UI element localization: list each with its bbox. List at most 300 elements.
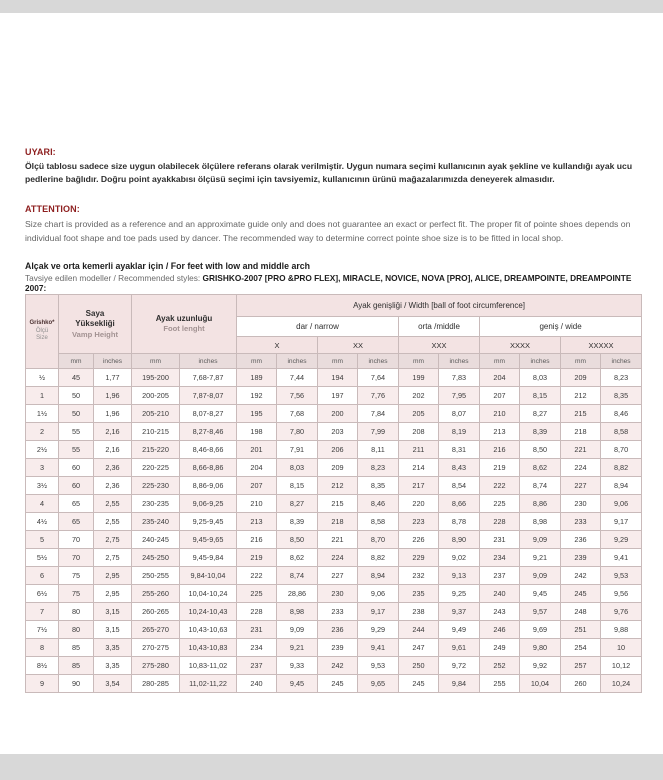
value-cell: 213 — [237, 513, 277, 531]
value-cell: 236 — [318, 621, 358, 639]
value-cell: 9,61 — [439, 639, 480, 657]
value-cell: 212 — [561, 387, 601, 405]
table-row — [26, 585, 642, 603]
value-cell: 231 — [237, 621, 277, 639]
value-cell: 229 — [399, 549, 439, 567]
value-cell: 8,27 — [277, 495, 318, 513]
value-cell: 10,04 — [520, 675, 561, 693]
value-cell: 9,57 — [520, 603, 561, 621]
value-cell: 8,39 — [520, 423, 561, 441]
value-cell: 244 — [399, 621, 439, 639]
value-cell: 8,50 — [520, 441, 561, 459]
value-cell: 8,94 — [601, 477, 642, 495]
value-cell: 45 — [59, 369, 94, 387]
value-cell: 8,03 — [277, 459, 318, 477]
value-cell: 227 — [318, 567, 358, 585]
size-cell: 6 — [26, 567, 59, 585]
value-cell: 245 — [399, 675, 439, 693]
value-cell: 9,09 — [277, 621, 318, 639]
value-cell: 220 — [399, 495, 439, 513]
value-cell: 7,84 — [358, 405, 399, 423]
value-cell: 85 — [59, 639, 94, 657]
value-cell: 221 — [561, 441, 601, 459]
value-cell: 232 — [399, 567, 439, 585]
value-cell: 240 — [237, 675, 277, 693]
value-cell: 8,62 — [520, 459, 561, 477]
value-cell: 70 — [59, 549, 94, 567]
value-cell: 201 — [237, 441, 277, 459]
value-cell: 8,98 — [520, 513, 561, 531]
value-cell: 8,70 — [601, 441, 642, 459]
value-cell: 203 — [318, 423, 358, 441]
value-cell: 9,29 — [601, 531, 642, 549]
value-cell: 1,77 — [94, 369, 132, 387]
size-header-en: Size — [36, 335, 48, 342]
value-cell: 65 — [59, 495, 94, 513]
value-cell: 9,80 — [520, 639, 561, 657]
value-cell: 8,94 — [358, 567, 399, 585]
value-cell: 240 — [480, 585, 520, 603]
value-cell: 189 — [237, 369, 277, 387]
value-cell: 9,06-9,25 — [180, 495, 237, 513]
value-cell: 8,82 — [601, 459, 642, 477]
value-cell: 9,76 — [601, 603, 642, 621]
unit-inches-cell: inches — [180, 354, 237, 369]
value-cell: 9,25 — [439, 585, 480, 603]
size-cell: 7½ — [26, 621, 59, 639]
value-cell: 210-215 — [132, 423, 180, 441]
value-cell: 9,65 — [358, 675, 399, 693]
table-row — [26, 477, 642, 495]
value-cell: 8,31 — [439, 441, 480, 459]
size-table-head — [26, 295, 642, 369]
value-cell: 9,84 — [439, 675, 480, 693]
size-cell: 8½ — [26, 657, 59, 675]
unit-inches-cell: inches — [601, 354, 642, 369]
value-cell: 7,76 — [358, 387, 399, 405]
value-cell: 9,53 — [601, 567, 642, 585]
value-cell: 2,16 — [94, 423, 132, 441]
value-cell: 65 — [59, 513, 94, 531]
value-cell: 3,15 — [94, 621, 132, 639]
table-row — [26, 621, 642, 639]
value-cell: 9,92 — [520, 657, 561, 675]
value-cell: 209 — [318, 459, 358, 477]
size-cell: 1 — [26, 387, 59, 405]
value-cell: 8,58 — [358, 513, 399, 531]
attention-section — [25, 204, 641, 246]
value-cell: 204 — [480, 369, 520, 387]
table-row — [26, 441, 642, 459]
value-cell: 10,04-10,24 — [180, 585, 237, 603]
table-row — [26, 549, 642, 567]
value-cell: 202 — [399, 387, 439, 405]
value-cell: 55 — [59, 423, 94, 441]
size-cell: ½ — [26, 369, 59, 387]
value-cell: 60 — [59, 477, 94, 495]
value-cell: 1,96 — [94, 387, 132, 405]
value-cell: 7,87-8,07 — [180, 387, 237, 405]
value-cell: 2,36 — [94, 477, 132, 495]
value-cell: 60 — [59, 459, 94, 477]
value-cell: 207 — [480, 387, 520, 405]
value-cell: 260 — [561, 675, 601, 693]
value-cell: 2,36 — [94, 459, 132, 477]
value-cell: 251 — [561, 621, 601, 639]
arch-section — [25, 261, 641, 293]
value-cell: 209 — [561, 369, 601, 387]
width-col-xxxx: XXXX — [480, 337, 561, 354]
value-cell: 208 — [399, 423, 439, 441]
value-cell: 231 — [480, 531, 520, 549]
top-gray-strip — [0, 0, 663, 13]
value-cell: 240-245 — [132, 531, 180, 549]
value-cell: 219 — [237, 549, 277, 567]
value-cell: 50 — [59, 405, 94, 423]
value-cell: 9,45-9,65 — [180, 531, 237, 549]
size-cell: 4 — [26, 495, 59, 513]
table-row — [26, 513, 642, 531]
value-cell: 9,45 — [277, 675, 318, 693]
width-col-xx: XX — [318, 337, 399, 354]
value-cell: 245 — [318, 675, 358, 693]
value-cell: 215 — [318, 495, 358, 513]
value-cell: 8,82 — [358, 549, 399, 567]
value-cell: 9,56 — [601, 585, 642, 603]
value-cell: 9,45 — [520, 585, 561, 603]
value-cell: 8,66-8,86 — [180, 459, 237, 477]
value-cell: 275-280 — [132, 657, 180, 675]
value-cell: 2,95 — [94, 567, 132, 585]
table-row — [26, 387, 642, 405]
value-cell: 218 — [318, 513, 358, 531]
value-cell: 8,74 — [520, 477, 561, 495]
value-cell: 8,46 — [358, 495, 399, 513]
value-cell: 225-230 — [132, 477, 180, 495]
value-cell: 7,80 — [277, 423, 318, 441]
value-cell: 8,46-8,66 — [180, 441, 237, 459]
table-row — [26, 675, 642, 693]
size-chart-container — [25, 294, 641, 693]
value-cell: 212 — [318, 477, 358, 495]
value-cell: 9,13 — [439, 567, 480, 585]
size-cell: 2 — [26, 423, 59, 441]
value-cell: 211 — [399, 441, 439, 459]
table-row — [26, 639, 642, 657]
unit-inches-cell: inches — [277, 354, 318, 369]
value-cell: 228 — [480, 513, 520, 531]
value-cell: 10 — [601, 639, 642, 657]
vamp-header-en: Vamp Height — [72, 329, 118, 339]
value-cell: 8,86 — [520, 495, 561, 513]
value-cell: 254 — [561, 639, 601, 657]
value-cell: 194 — [318, 369, 358, 387]
value-cell: 9,21 — [277, 639, 318, 657]
value-cell: 9,06 — [601, 495, 642, 513]
value-cell: 205 — [399, 405, 439, 423]
value-cell: 9,21 — [520, 549, 561, 567]
value-cell: 10,83-11,02 — [180, 657, 237, 675]
value-cell: 250 — [399, 657, 439, 675]
value-cell: 8,66 — [439, 495, 480, 513]
value-cell: 227 — [561, 477, 601, 495]
value-cell: 11,02-11,22 — [180, 675, 237, 693]
unit-mm-cell: mm — [480, 354, 520, 369]
value-cell: 214 — [399, 459, 439, 477]
value-cell: 9,41 — [601, 549, 642, 567]
value-cell: 233 — [318, 603, 358, 621]
value-cell: 9,33 — [277, 657, 318, 675]
value-cell: 217 — [399, 477, 439, 495]
value-cell: 243 — [480, 603, 520, 621]
value-cell: 195-200 — [132, 369, 180, 387]
attention-heading: ATTENTION: — [25, 204, 80, 214]
recommended-styles-line — [25, 273, 641, 293]
value-cell: 230-235 — [132, 495, 180, 513]
value-cell: 3,35 — [94, 657, 132, 675]
size-cell: 7 — [26, 603, 59, 621]
value-cell: 238 — [399, 603, 439, 621]
value-cell: 10,43-10,63 — [180, 621, 237, 639]
value-cell: 9,37 — [439, 603, 480, 621]
value-cell: 233 — [561, 513, 601, 531]
value-cell: 250-255 — [132, 567, 180, 585]
value-cell: 9,09 — [520, 531, 561, 549]
value-cell: 8,70 — [358, 531, 399, 549]
table-row — [26, 531, 642, 549]
value-cell: 8,90 — [439, 531, 480, 549]
value-cell: 8,03 — [520, 369, 561, 387]
value-cell: 237 — [480, 567, 520, 585]
value-cell: 197 — [318, 387, 358, 405]
value-cell: 200-205 — [132, 387, 180, 405]
value-cell: 239 — [561, 549, 601, 567]
unit-mm-cell: mm — [561, 354, 601, 369]
size-cell: 8 — [26, 639, 59, 657]
table-row — [26, 459, 642, 477]
value-cell: 8,39 — [277, 513, 318, 531]
size-cell: 3½ — [26, 477, 59, 495]
foot-length-header — [132, 295, 237, 354]
unit-inches-cell: inches — [94, 354, 132, 369]
value-cell: 265-270 — [132, 621, 180, 639]
value-cell: 205-210 — [132, 405, 180, 423]
value-cell: 215-220 — [132, 441, 180, 459]
size-cell: 5½ — [26, 549, 59, 567]
value-cell: 235-240 — [132, 513, 180, 531]
vamp-header-tr: Saya Yüksekliği — [75, 308, 115, 329]
attention-body: Size chart is provided as a reference and an approximate guide only and does not guarantee an exact or perfect fit. The proper fit of pointe shoes depends on individual foot shape and toe pads used by dancer. The recommended way to determine correct pointe shoe size is to be fitted in local shop. — [25, 219, 631, 244]
width-group-wide: geniş / wide — [480, 317, 642, 337]
value-cell: 228 — [237, 603, 277, 621]
value-cell: 9,17 — [601, 513, 642, 531]
width-header: Ayak genişliği / Width [ball of foot circumference] — [237, 295, 642, 317]
value-cell: 9,69 — [520, 621, 561, 639]
size-cell: 2½ — [26, 441, 59, 459]
width-group-middle: orta /middle — [399, 317, 480, 337]
value-cell: 55 — [59, 441, 94, 459]
value-cell: 7,56 — [277, 387, 318, 405]
value-cell: 8,58 — [601, 423, 642, 441]
value-cell: 230 — [318, 585, 358, 603]
size-column-header — [26, 295, 59, 369]
value-cell: 213 — [480, 423, 520, 441]
foot-header-en: Foot lenght — [163, 324, 205, 334]
size-cell: 4½ — [26, 513, 59, 531]
value-cell: 249 — [480, 639, 520, 657]
styles-label: Tavsiye edilen modeller / Recommended styles: — [25, 273, 203, 283]
value-cell: 8,15 — [277, 477, 318, 495]
value-cell: 2,55 — [94, 513, 132, 531]
width-col-x: X — [237, 337, 318, 354]
value-cell: 10,12 — [601, 657, 642, 675]
value-cell: 8,35 — [358, 477, 399, 495]
value-cell: 80 — [59, 603, 94, 621]
value-cell: 8,74 — [277, 567, 318, 585]
value-cell: 85 — [59, 657, 94, 675]
value-cell: 9,84-10,04 — [180, 567, 237, 585]
table-row — [26, 567, 642, 585]
value-cell: 9,53 — [358, 657, 399, 675]
value-cell: 50 — [59, 387, 94, 405]
value-cell: 10,43-10,83 — [180, 639, 237, 657]
value-cell: 8,54 — [439, 477, 480, 495]
value-cell: 260-265 — [132, 603, 180, 621]
uyari-section — [25, 147, 641, 186]
value-cell: 221 — [318, 531, 358, 549]
value-cell: 8,11 — [358, 441, 399, 459]
value-cell: 2,75 — [94, 531, 132, 549]
value-cell: 7,64 — [358, 369, 399, 387]
value-cell: 234 — [237, 639, 277, 657]
unit-mm-cell: mm — [399, 354, 439, 369]
value-cell: 9,25-9,45 — [180, 513, 237, 531]
width-col-xxxxx: XXXXX — [561, 337, 642, 354]
size-cell: 5 — [26, 531, 59, 549]
value-cell: 255-260 — [132, 585, 180, 603]
value-cell: 204 — [237, 459, 277, 477]
table-row — [26, 405, 642, 423]
value-cell: 7,83 — [439, 369, 480, 387]
table-row — [26, 603, 642, 621]
value-cell: 9,29 — [358, 621, 399, 639]
value-cell: 246 — [480, 621, 520, 639]
value-cell: 280-285 — [132, 675, 180, 693]
arch-heading: Alçak ve orta kemerli ayaklar için / For feet with low and middle arch — [25, 261, 311, 271]
value-cell: 216 — [237, 531, 277, 549]
value-cell: 2,75 — [94, 549, 132, 567]
table-row — [26, 657, 642, 675]
table-row — [26, 369, 642, 387]
value-cell: 223 — [399, 513, 439, 531]
value-cell: 3,15 — [94, 603, 132, 621]
width-group-narrow: dar / narrow — [237, 317, 399, 337]
foot-header-tr: Ayak uzunluğu — [155, 314, 213, 324]
value-cell: 210 — [480, 405, 520, 423]
bottom-gray-strip — [0, 754, 663, 780]
value-cell: 9,06 — [358, 585, 399, 603]
value-cell: 8,23 — [601, 369, 642, 387]
value-cell: 219 — [480, 459, 520, 477]
value-cell: 207 — [237, 477, 277, 495]
value-cell: 8,78 — [439, 513, 480, 531]
value-cell: 8,07 — [439, 405, 480, 423]
value-cell: 9,41 — [358, 639, 399, 657]
size-table-body — [26, 369, 642, 693]
size-cell: 6½ — [26, 585, 59, 603]
value-cell: 252 — [480, 657, 520, 675]
value-cell: 70 — [59, 531, 94, 549]
width-col-xxx: XXX — [399, 337, 480, 354]
value-cell: 195 — [237, 405, 277, 423]
value-cell: 215 — [561, 405, 601, 423]
value-cell: 245 — [561, 585, 601, 603]
unit-mm-cell: mm — [318, 354, 358, 369]
size-cell: 1½ — [26, 405, 59, 423]
value-cell: 236 — [561, 531, 601, 549]
value-cell: 235 — [399, 585, 439, 603]
unit-mm-cell: mm — [59, 354, 94, 369]
value-cell: 7,99 — [358, 423, 399, 441]
unit-inches-cell: inches — [520, 354, 561, 369]
value-cell: 8,07-8,27 — [180, 405, 237, 423]
value-cell: 224 — [561, 459, 601, 477]
value-cell: 2,16 — [94, 441, 132, 459]
value-cell: 237 — [237, 657, 277, 675]
value-cell: 3,54 — [94, 675, 132, 693]
size-table — [25, 294, 642, 693]
value-cell: 199 — [399, 369, 439, 387]
value-cell: 9,17 — [358, 603, 399, 621]
value-cell: 90 — [59, 675, 94, 693]
vamp-header — [59, 295, 132, 354]
value-cell: 234 — [480, 549, 520, 567]
value-cell: 222 — [237, 567, 277, 585]
unit-mm-cell: mm — [237, 354, 277, 369]
styles-value: GRISHKO-2007 [PRO &PRO FLEX], MIRACLE, NOVICE, NOVA [PRO], ALICE, DREAMPOINTE, DREAMPOINTE 2007: — [25, 273, 632, 293]
value-cell: 8,46 — [601, 405, 642, 423]
value-cell: 242 — [561, 567, 601, 585]
value-cell: 10,24-10,43 — [180, 603, 237, 621]
value-cell: 7,68 — [277, 405, 318, 423]
uyari-heading: UYARI: — [25, 147, 56, 157]
value-cell: 3,35 — [94, 639, 132, 657]
value-cell: 220-225 — [132, 459, 180, 477]
value-cell: 247 — [399, 639, 439, 657]
value-cell: 7,91 — [277, 441, 318, 459]
value-cell: 225 — [480, 495, 520, 513]
value-cell: 75 — [59, 567, 94, 585]
value-cell: 239 — [318, 639, 358, 657]
value-cell: 245-250 — [132, 549, 180, 567]
table-row — [26, 495, 642, 513]
value-cell: 218 — [561, 423, 601, 441]
value-cell: 270-275 — [132, 639, 180, 657]
value-cell: 8,35 — [601, 387, 642, 405]
unit-inches-cell: inches — [358, 354, 399, 369]
uyari-body: Ölçü tablosu sadece size uygun olabilecek ölçülere referans olarak verilmiştir. Uygun numara seçimi kullanıcının ayak şekline ve kullandığı ayak ucu pedlerine bağlıdır. Doğru point ayakkabısı ölçüsü seçimi için tavsiyemiz, kullanıcının ürünü mağazalarımızda deneyerek almasıdır. — [25, 161, 633, 184]
value-cell: 2,55 — [94, 495, 132, 513]
value-cell: 28,86 — [277, 585, 318, 603]
unit-mm-cell: mm — [132, 354, 180, 369]
value-cell: 10,24 — [601, 675, 642, 693]
value-cell: 8,43 — [439, 459, 480, 477]
value-cell: 222 — [480, 477, 520, 495]
value-cell: 257 — [561, 657, 601, 675]
value-cell: 224 — [318, 549, 358, 567]
value-cell: 9,49 — [439, 621, 480, 639]
value-cell: 8,86-9,06 — [180, 477, 237, 495]
